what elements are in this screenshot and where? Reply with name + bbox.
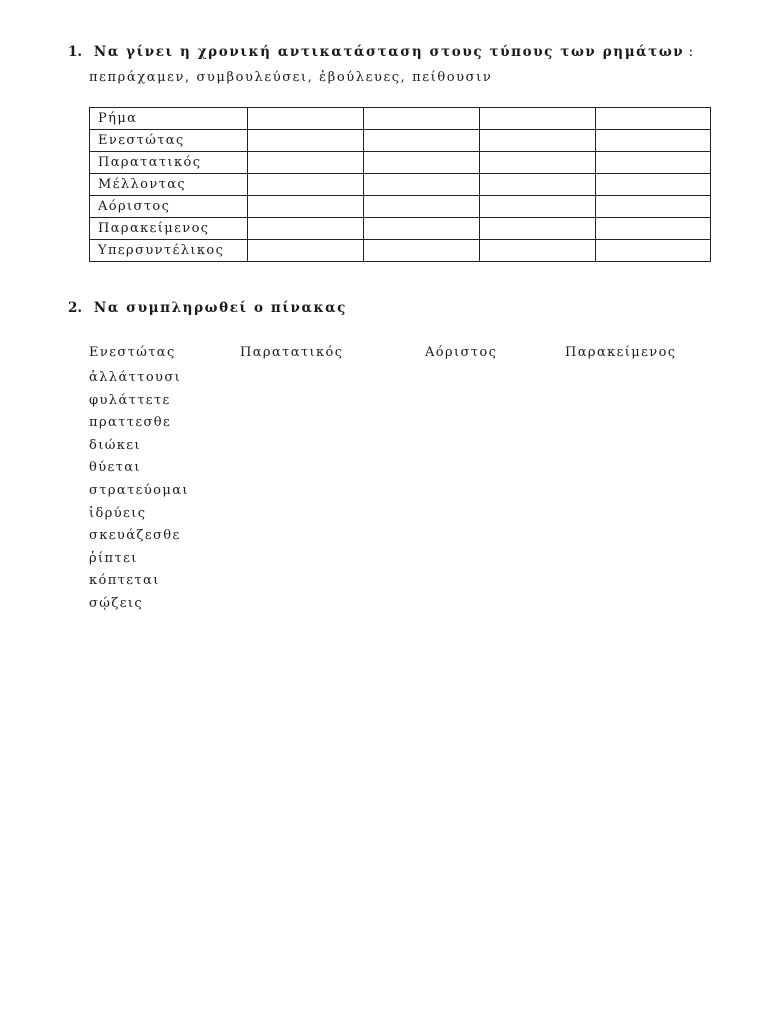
column-header-imperfect: Παρατατικός bbox=[240, 345, 344, 360]
list-item: διώκει bbox=[89, 437, 141, 453]
table-row bbox=[90, 174, 711, 196]
exercise-1-heading bbox=[68, 44, 693, 60]
blank-cell bbox=[596, 196, 711, 218]
blank-cell bbox=[364, 130, 480, 152]
blank-cell bbox=[364, 218, 480, 240]
table-row bbox=[90, 240, 711, 262]
blank-cell bbox=[480, 130, 596, 152]
row-label: Ενεστώτας bbox=[90, 130, 248, 152]
row-label: Μέλλοντας bbox=[90, 174, 248, 196]
blank-cell bbox=[364, 196, 480, 218]
blank-cell bbox=[364, 240, 480, 262]
list-item: κόπτεται bbox=[89, 573, 160, 589]
exercise-1-instruction: Να γίνει η χρονική αντικατάσταση στους τύπους των ρημάτων bbox=[93, 44, 685, 60]
exercise-1-verb-list: πεπράχαμεν, συμβουλεύσει, ἐβούλευες, πείθουσιν bbox=[89, 70, 493, 85]
row-label: Υπερσυντέλικος bbox=[90, 240, 248, 262]
blank-cell bbox=[248, 196, 364, 218]
list-item: ἱδρύεις bbox=[89, 505, 147, 521]
blank-cell bbox=[248, 130, 364, 152]
blank-cell bbox=[596, 152, 711, 174]
blank-cell bbox=[248, 108, 364, 130]
blank-cell bbox=[596, 108, 711, 130]
blank-cell bbox=[480, 240, 596, 262]
exercise-2-number: 2. bbox=[68, 300, 83, 316]
table-row bbox=[90, 218, 711, 240]
blank-cell bbox=[596, 130, 711, 152]
blank-cell bbox=[480, 196, 596, 218]
blank-cell bbox=[596, 218, 711, 240]
column-header-perfect: Παρακείμενος bbox=[565, 345, 677, 360]
blank-cell bbox=[480, 108, 596, 130]
column-header-present: Ενεστώτας bbox=[89, 345, 176, 360]
list-item: θύεται bbox=[89, 460, 141, 476]
exercise-1-number: 1. bbox=[68, 44, 83, 60]
table-row bbox=[90, 152, 711, 174]
blank-cell bbox=[248, 218, 364, 240]
blank-cell bbox=[364, 108, 480, 130]
table-row bbox=[90, 196, 711, 218]
exercise-1-colon: : bbox=[684, 44, 694, 60]
blank-cell bbox=[364, 174, 480, 196]
blank-cell bbox=[364, 152, 480, 174]
table-row bbox=[90, 130, 711, 152]
list-item: ῥίπτει bbox=[89, 550, 138, 566]
column-header-aorist: Αόριστος bbox=[425, 345, 498, 360]
blank-cell bbox=[480, 174, 596, 196]
blank-cell bbox=[248, 152, 364, 174]
blank-cell bbox=[480, 218, 596, 240]
row-label: Ρήμα bbox=[90, 108, 248, 130]
exercise-2-heading bbox=[68, 300, 347, 316]
blank-cell bbox=[596, 174, 711, 196]
row-label: Αόριστος bbox=[90, 196, 248, 218]
list-item: φυλάττετε bbox=[89, 392, 171, 408]
exercise-2-instruction: Να συμπληρωθεί ο πίνακας bbox=[93, 300, 347, 316]
blank-cell bbox=[248, 174, 364, 196]
tense-table bbox=[89, 107, 711, 262]
list-item: σκευάζεσθε bbox=[89, 528, 181, 544]
list-item: πραττεσθε bbox=[89, 415, 172, 431]
row-label: Παρατατικός bbox=[90, 152, 248, 174]
list-item: σῴζεις bbox=[89, 595, 144, 611]
list-item: ἀλλάττουσι bbox=[89, 370, 182, 385]
list-item: στρατεύομαι bbox=[89, 482, 189, 498]
exercise-2-word-list bbox=[89, 367, 189, 616]
blank-cell bbox=[480, 152, 596, 174]
blank-cell bbox=[248, 240, 364, 262]
row-label: Παρακείμενος bbox=[90, 218, 248, 240]
blank-cell bbox=[596, 240, 711, 262]
table-row bbox=[90, 108, 711, 130]
